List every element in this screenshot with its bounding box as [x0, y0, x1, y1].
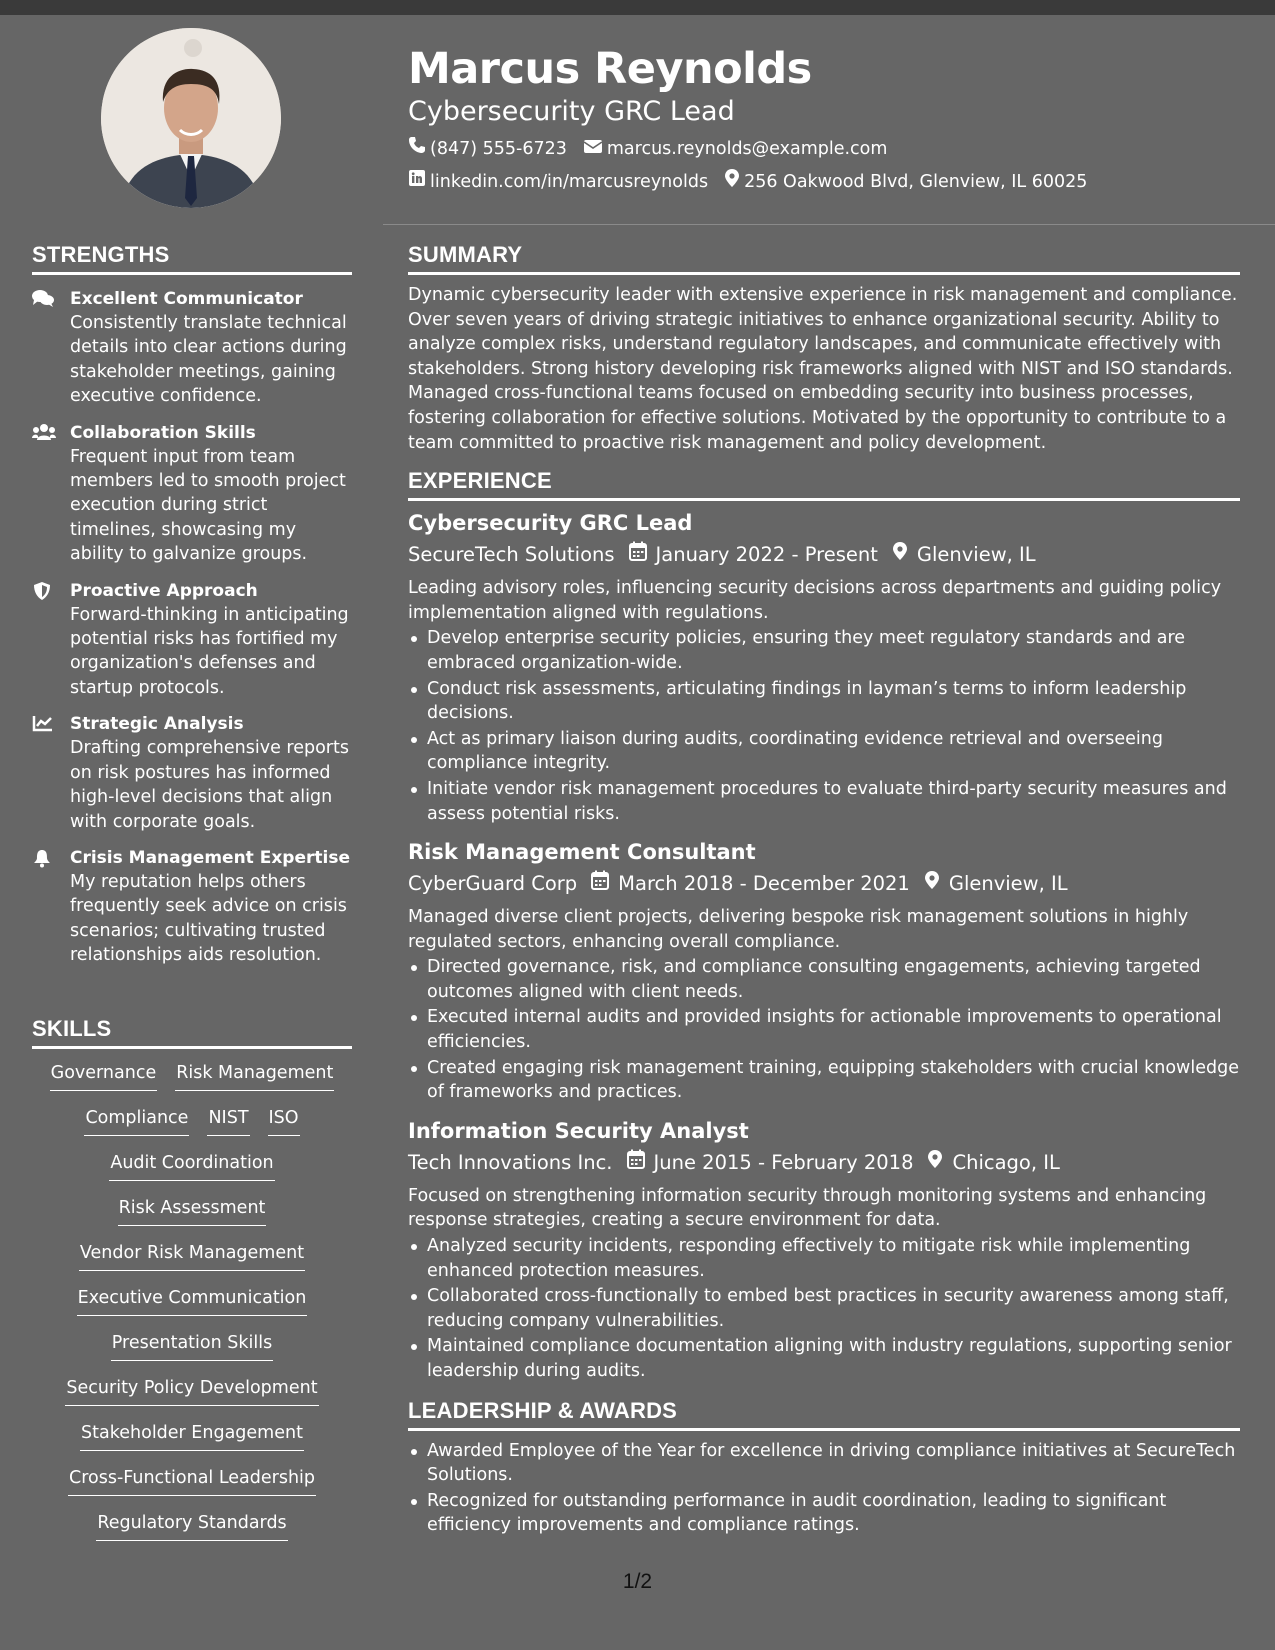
strength-desc: Forward-thinking in anticipating potential risks has fortified my organization's defenses and startup protocols.	[70, 604, 349, 698]
email-link[interactable]: marcus.reynolds@example.com	[606, 138, 888, 159]
strength-item	[32, 579, 352, 701]
strength-item	[32, 712, 352, 834]
job-location-text: Glenview, IL	[916, 543, 1036, 567]
job-bullet: Conduct risk assessments, articulating findings in layman’s terms to inform leadership decisions.	[427, 677, 1240, 726]
job-title: Information Security Analyst	[408, 1118, 749, 1143]
job-bullets	[408, 955, 1240, 1105]
bell-icon	[32, 848, 54, 868]
skills-section	[32, 1016, 352, 1556]
skill-tag: ISO	[268, 1106, 300, 1136]
experience-heading: EXPERIENCE	[408, 468, 1240, 501]
job-meta	[408, 869, 1240, 899]
skill-tag: Regulatory Standards	[96, 1511, 287, 1541]
job-bullet: Maintained compliance documentation aligning with industry regulations, supporting senior leadership during audits.	[427, 1334, 1240, 1383]
job-location	[892, 540, 1036, 570]
job-location	[924, 869, 1068, 899]
address-contact	[724, 168, 1087, 195]
job-company: Tech Innovations Inc.	[408, 1150, 613, 1174]
skills-list	[32, 1061, 352, 1556]
strength-desc: Drafting comprehensive reports on risk postures has informed high-level decisions that align with corporate goals.	[70, 738, 349, 832]
address-text: 256 Oakwood Blvd, Glenview, IL 60025	[744, 171, 1088, 192]
shield-icon	[32, 581, 54, 601]
map-pin-icon	[724, 168, 744, 195]
leadership-bullets	[408, 1439, 1240, 1538]
strength-desc: My reputation helps others frequently seek advice on crisis scenarios; cultivating trusted relationships aids resolution.	[70, 871, 347, 966]
job-meta	[408, 540, 1240, 570]
skill-tag: Stakeholder Engagement	[80, 1421, 304, 1451]
skill-tag: NIST	[207, 1106, 249, 1136]
phone-icon	[408, 136, 430, 161]
job-dates-text: June 2015 - February 2018	[653, 1150, 914, 1174]
job-company: CyberGuard Corp	[408, 872, 578, 896]
job-bullet: Executed internal audits and provided insights for actionable improvements to operational efficiencies.	[427, 1005, 1240, 1054]
job-bullets	[408, 1234, 1240, 1384]
strength-title: Strategic Analysis	[70, 714, 244, 735]
job-description: Managed diverse client projects, delivering bespoke risk management solutions in highly regulated sectors, enhancing overall compliance.	[408, 907, 1189, 952]
chart-line-icon	[32, 714, 54, 734]
job-bullet: Analyzed security incidents, responding effectively to mitigate risk while implementing enhanced protection measures.	[427, 1234, 1240, 1283]
leadership-section	[408, 1398, 1240, 1538]
top-bar	[0, 0, 1275, 15]
job-dates	[627, 1148, 914, 1178]
profile-photo	[101, 28, 281, 208]
job-bullet: Collaborated cross-functionally to embed best practices in security awareness among staff, reducing company vulnerabilities.	[427, 1284, 1240, 1333]
job-dates-text: January 2022 - Present	[655, 543, 878, 567]
job-dates	[591, 869, 910, 899]
job-description: Focused on strengthening information security through monitoring systems and enhancing response strategies, creating a secure environment for data.	[408, 1185, 1207, 1231]
linkedin-link[interactable]: linkedin.com/in/marcusreynolds	[430, 171, 709, 192]
summary-heading: SUMMARY	[408, 242, 1240, 275]
skill-tag: Executive Communication	[77, 1286, 308, 1316]
strength-item	[32, 421, 352, 567]
skills-heading: SKILLS	[32, 1016, 352, 1049]
main-column	[408, 242, 1240, 1538]
phone-contact	[408, 136, 567, 161]
strength-item	[32, 287, 352, 409]
summary-text: Dynamic cybersecurity leader with extensive experience in risk management and compliance. Over seven years of driving strategic initiatives to enhance organizational security. Ability to analyze complex risks, understand regulatory landscapes, and communicate effectively with stakeholders. Strong history developing risk frameworks aligned with NIST and ISO standards. Managed cross-functional teams focused on embedding security into business processes, fostering collaboration for effective solutions. Motivated by the opportunity to contribute to a team committed to proactive risk management and policy development.	[408, 285, 1238, 453]
job-location-text: Chicago, IL	[952, 1150, 1060, 1174]
map-pin-icon	[927, 1148, 952, 1178]
calendar-icon	[627, 1148, 654, 1178]
job-location-text: Glenview, IL	[948, 872, 1068, 896]
resume-page	[0, 15, 1275, 1650]
strength-title: Excellent Communicator	[70, 289, 303, 309]
award-bullet: Awarded Employee of the Year for excellence in driving compliance initiatives at SecureTech Solutions.	[427, 1439, 1240, 1488]
job-entry	[408, 508, 1240, 826]
job-location	[927, 1148, 1059, 1178]
strength-title: Crisis Management Expertise	[70, 847, 350, 868]
award-bullet: Recognized for outstanding performance in audit coordination, leading to significant efficiency improvements and compliance ratings.	[427, 1489, 1240, 1538]
job-description: Leading advisory roles, influencing security decisions across departments and guiding policy implementation aligned with regulations.	[408, 578, 1222, 623]
page-number: 1/2	[622, 1570, 653, 1593]
job-meta	[408, 1148, 1240, 1178]
email-contact[interactable]	[583, 137, 888, 161]
job-entry	[408, 837, 1240, 1105]
job-bullet: Develop enterprise security policies, ensuring they meet regulatory standards and are embraced organization-wide.	[427, 626, 1240, 675]
skill-tag: Governance	[50, 1061, 158, 1091]
strength-desc: Frequent input from team members led to smooth project execution during strict timelines, showcasing my ability to galvanize groups.	[70, 446, 346, 565]
linkedin-contact[interactable]	[408, 169, 708, 194]
linkedin-icon	[408, 169, 430, 194]
leadership-heading: LEADERSHIP & AWARDS	[408, 1398, 1240, 1431]
phone-text: (847) 555-6723	[430, 138, 567, 159]
strength-title: Proactive Approach	[70, 580, 258, 601]
map-pin-icon	[892, 540, 917, 570]
strength-item	[32, 846, 352, 968]
comments-icon	[32, 289, 54, 309]
skill-tag: Risk Management	[175, 1061, 334, 1091]
job-dates	[629, 540, 878, 570]
candidate-title: Cybersecurity GRC Lead	[408, 96, 735, 127]
users-icon	[32, 423, 54, 443]
strength-title: Collaboration Skills	[70, 422, 256, 443]
experience-section	[408, 468, 1240, 1383]
job-title: Risk Management Consultant	[408, 840, 756, 865]
skill-tag: Risk Assessment	[118, 1196, 267, 1226]
job-company: SecureTech Solutions	[408, 543, 615, 567]
contact-line-1	[408, 136, 1238, 161]
skill-tag: Vendor Risk Management	[79, 1241, 305, 1271]
job-bullet: Act as primary liaison during audits, coordinating evidence retrieval and overseeing compliance integrity.	[427, 727, 1240, 776]
skill-tag: Cross-Functional Leadership	[68, 1466, 316, 1496]
strengths-section	[32, 242, 352, 968]
map-pin-icon	[924, 869, 949, 899]
job-bullet: Created engaging risk management training, equipping stakeholders with crucial knowledge of frameworks and practices.	[427, 1056, 1240, 1105]
job-bullet: Directed governance, risk, and compliance consulting engagements, achieving targeted outcomes aligned with client needs.	[427, 955, 1240, 1004]
resume-header	[408, 43, 1238, 195]
job-entry	[408, 1116, 1240, 1384]
strength-desc: Consistently translate technical details into clear actions during stakeholder meetings, gaining executive confidence.	[70, 313, 347, 407]
candidate-name: Marcus Reynolds	[408, 44, 812, 94]
job-bullets	[408, 626, 1240, 826]
skill-tag: Compliance	[84, 1106, 189, 1136]
skill-tag: Security Policy Development	[65, 1376, 318, 1406]
job-bullet: Initiate vendor risk management procedures to evaluate third-party security measures and assess potential risks.	[427, 777, 1240, 826]
job-title: Cybersecurity GRC Lead	[408, 511, 693, 536]
contact-line-2	[408, 168, 1238, 195]
header-divider	[383, 224, 1275, 225]
envelope-icon	[583, 137, 607, 161]
calendar-icon	[629, 540, 656, 570]
job-dates-text: March 2018 - December 2021	[618, 872, 910, 896]
calendar-icon	[591, 869, 618, 899]
skill-tag: Presentation Skills	[111, 1331, 273, 1361]
strengths-heading: STRENGTHS	[32, 242, 352, 275]
skill-tag: Audit Coordination	[109, 1151, 274, 1181]
